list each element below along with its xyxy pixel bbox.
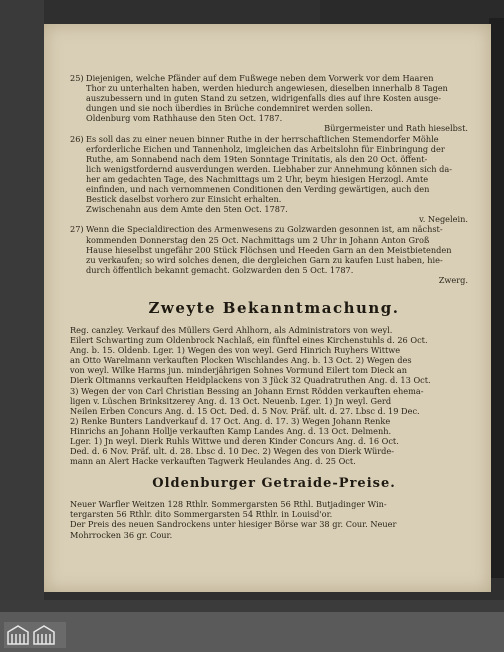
text-line: von weyl. Wilke Harms jun. minderjährigen Sohnes Vormund Eilert tom Dieck an bbox=[70, 365, 407, 376]
entry-signature: v. Negelein. bbox=[419, 214, 468, 225]
entry-line: zu verkaufen; so wird solches denen, die dergleichen Garn zu kaufen Lust haben, hie- bbox=[86, 254, 443, 265]
text-line: Reg. canzley. Verkauf des Müllers Gerd Ahlhorn, als Administrators von weyl. bbox=[70, 324, 393, 335]
text-line: Ang. b. 15. Oldenb. Lger. 1) Wegen des von weyl. Gerd Hinrich Ruyhers Wittwe bbox=[70, 345, 401, 356]
price-line: Der Preis des neuen Sandrockens unter hiesiger Börse war 38 gr. Cour. Neuer bbox=[70, 519, 397, 530]
entry-signature: Bürgermeister und Rath hieselbst. bbox=[324, 123, 468, 134]
text-line: 2) Renke Bunters Landverkauf d. 17 Oct. Ang. d. 17. 3) Wegen Johann Renke bbox=[70, 415, 391, 426]
announcement-entry bbox=[70, 224, 478, 285]
price-line: Mohrrocken 36 gr. Cour. bbox=[70, 529, 173, 540]
entry-number: 25) bbox=[70, 73, 84, 83]
entry-line: auszubessern und in guten Stand zu setzen, widrigenfalls dies auf ihre Kosten ausge- bbox=[86, 93, 442, 104]
left-gutter bbox=[0, 0, 44, 600]
entry-line: Oldenburg vom Rathhause den 5ten Oct. 1787. bbox=[86, 113, 283, 124]
text-line: ligen v. Lüschen Brinksitzerey Ang. d. 13 Oct. Neuenb. Lger. 1) Jn weyl. Gerd bbox=[70, 395, 392, 406]
price-line: Neuer Warfler Weitzen 128 Rthlr. Sommergarsten 56 Rthl. Butjadinger Win- bbox=[70, 499, 387, 510]
text-line: Ded. d. 6 Nov. Präf. ult. d. 28. Lbsc d. 10 Dec. 2) Wegen des von Dierk Würde- bbox=[70, 446, 395, 457]
entry-line: Thor zu unterhalten haben, werden hiedurch angewiesen, dieselben innerhalb 8 Tagen bbox=[86, 83, 448, 94]
announcement-entry bbox=[70, 73, 478, 134]
page-edge-right bbox=[489, 18, 504, 578]
announcements-list bbox=[70, 73, 478, 285]
text-line: Hinrichs an Johann Hollje verkauften Kamp Landes Ang. d. 13 Oct. Delmenh. bbox=[70, 425, 392, 436]
entry-line: her am gedachten Tage, des Nachmittags um 2 Uhr, beym hiesigen Herzogl. Amte bbox=[86, 173, 429, 184]
text-line: an Otto Warelmann verkauften Plocken Wischlandes Ang. b. 13 Oct. 2) Wegen des bbox=[70, 355, 412, 366]
page-text bbox=[70, 73, 478, 540]
viewer-footer bbox=[0, 612, 504, 652]
text-line: Dierk Oltmanns verkauften Heidplackens von 3 Jück 32 Quadratruthen Ang. d. 13 Oct. bbox=[70, 375, 431, 386]
text-line: 3) Wegen der von Carl Christian Bessing an Johann Ernst Rödden verkauften ehema- bbox=[70, 385, 424, 396]
library-logo-icon[interactable] bbox=[4, 622, 66, 648]
entry-signature: Zwerg. bbox=[438, 274, 468, 285]
text-line: Neilen Erben Concurs Ang. d. 15 Oct. Ded. d. 5 Nov. Präf. ult. d. 27. Lbsc d. 19 Dec. bbox=[70, 405, 420, 416]
entry-number: 27) bbox=[70, 224, 84, 235]
entry-line: Hause hieselbst ungefähr 200 Stück Flöchsen und Heeden Garn an den Meistbietenden bbox=[86, 244, 452, 255]
text-line: Eilert Schwarting zum Oldenbrock Nachlaß, ein fünftel eines Kirchenstuhls d. 26 Oct. bbox=[70, 335, 428, 346]
entry-line: 27) Wenn die Specialdirection des Armenwesens zu Golzwarden gesonnen ist, am nächst- bbox=[70, 224, 443, 235]
price-line: tergarsten 56 Rthlr. dito Sommergarsten 54 Rthlr. in Louisd'or. bbox=[70, 509, 333, 520]
second-announcement-text bbox=[70, 325, 478, 466]
text-line: mann an Alert Hacke verkauften Tagwerk Heulandes Ang. d. 25 Oct. bbox=[70, 456, 356, 467]
entry-number: 26) bbox=[70, 133, 84, 144]
entry-line: Ruthe, am Sonnabend nach dem 19ten Sonntage Trinitatis, als den 20 Oct. öffent- bbox=[86, 153, 428, 164]
grain-prices-text bbox=[70, 499, 478, 539]
section-heading: Zweyte Bekanntmachung. bbox=[148, 298, 400, 317]
entry-line: Bestick daselbst vorhero zur Einsicht erhalten. bbox=[86, 194, 282, 205]
announcement-entry bbox=[70, 134, 478, 225]
text-line: Lger. 1) Jn weyl. Dierk Ruhls Wittwe und deren Kinder Concurs Ang. d. 16 Oct. bbox=[70, 436, 399, 446]
entry-line: einfinden, und nach vernommenen Conditionen den Verding gewärtigen, auch den bbox=[86, 184, 430, 195]
entry-line: dungen und sie noch überdies in Brüche condemniret werden sollen. bbox=[86, 103, 373, 114]
prices-heading: Oldenburger Getraide-Preise. bbox=[152, 476, 396, 492]
entry-line: kommenden Donnerstag den 25 Oct. Nachmittags um 2 Uhr in Johann Anton Groß bbox=[86, 234, 430, 245]
entry-line: durch öffentlich bekannt gemacht. Golzwarden den 5 Oct. 1787. bbox=[86, 264, 354, 275]
entry-line: 25) Diejenigen, welche Pfänder auf dem Fußwege neben dem Vorwerk vor dem Haaren bbox=[70, 73, 434, 83]
entry-line: Zwischenahn aus dem Amte den 5ten Oct. 1787. bbox=[86, 204, 288, 215]
entry-line: erforderliche Eichen und Tannenholz, imgleichen das Arbeitslohn für Einbringung der bbox=[86, 143, 445, 154]
page-edge-top bbox=[320, 0, 504, 24]
entry-line: lich wenigstfordernd ausverdungen werden. Liebhaber zur Annehmung können sich da- bbox=[86, 163, 453, 174]
entry-line: 26) Es soll das zu einer neuen binner Ruthe in der herrschaftlichen Stemendorfer Möhle bbox=[70, 133, 439, 144]
